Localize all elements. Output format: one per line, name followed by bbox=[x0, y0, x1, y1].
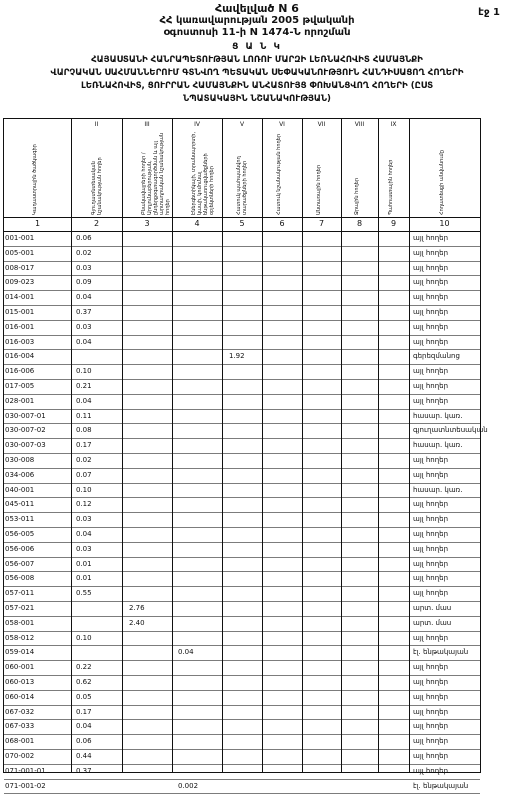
area-value: 0.06 bbox=[76, 737, 92, 746]
annex-title: Հավելված N 6 bbox=[215, 2, 299, 15]
cadastral-code: 016-001 bbox=[5, 322, 35, 331]
area-value: 0.01 bbox=[76, 559, 92, 568]
heading-line-2: ՎԱՐՉԱԿԱՆ ՍԱՀՄԱՆՆԵՐՈՒՄ ԳՏՆՎՈՂ ՊԵՏԱԿԱՆ ՍԵՓԱԿԱՆՈՒԹՅՈՒՆ ՀԱՆԴԻՍԱՑՈՂ ՀՈՂԵՐԻ bbox=[50, 68, 464, 78]
land-type-name: այլ հողեր bbox=[413, 248, 449, 257]
column-number: 8 bbox=[356, 219, 363, 228]
area-value: 0.55 bbox=[76, 589, 92, 598]
area-value: 0.01 bbox=[76, 574, 92, 583]
roman-col-label: II bbox=[94, 121, 99, 128]
row-rule bbox=[4, 571, 480, 572]
land-type-name: այլ հողեր bbox=[413, 367, 449, 376]
land-type-name: այլ հողեր bbox=[413, 722, 449, 731]
area-value: 1.92 bbox=[229, 352, 245, 361]
cadastral-code: 060-013 bbox=[5, 678, 35, 686]
row-rule bbox=[4, 705, 480, 706]
area-value: 0.03 bbox=[76, 322, 92, 331]
heading-line-3: ԼԵՌՆԱՀՈՎԻՏ, ՑՈՒՐՐԱՆ ՀԱՄԱՅՆՔԻՆ ԱՆՀԱՏՈՒՅՑ ՓՈԽԱՆՑՎՈՂ ՀՈՂԵՐԻ (ԸՍՏ bbox=[80, 81, 434, 91]
land-type-name: էլ. ենթակայան bbox=[413, 648, 469, 657]
land-type-name: հասար. կառ. bbox=[413, 485, 463, 494]
cadastral-code: 040-001 bbox=[5, 485, 35, 494]
land-type-name: այլ հողեր bbox=[413, 500, 449, 509]
land-type-name: այլ հողեր bbox=[413, 559, 449, 568]
cadastral-code: 034-006 bbox=[5, 470, 35, 479]
land-type-name: այլ հողեր bbox=[413, 470, 449, 479]
column-number: 2 bbox=[93, 219, 100, 228]
annex-subtitle-2: օգոստոսի 11-ի N 1474-Ն որոշման bbox=[163, 27, 351, 38]
area-value: 0.12 bbox=[76, 500, 92, 509]
cadastral-code: 058-012 bbox=[5, 633, 35, 642]
row-rule bbox=[4, 246, 480, 247]
area-value: 0.04 bbox=[76, 337, 92, 346]
area-value: 0.06 bbox=[76, 234, 92, 242]
cadastral-code: 030-007-02 bbox=[5, 426, 46, 435]
row-rule bbox=[4, 364, 480, 365]
area-value: 0.10 bbox=[76, 633, 92, 642]
area-value: 0.04 bbox=[76, 722, 92, 731]
area-value: 2.40 bbox=[129, 618, 145, 627]
land-type-name: այլ հողեր bbox=[413, 530, 449, 538]
roman-col-label: IV bbox=[194, 121, 200, 128]
land-type-name: այլ հողեր bbox=[413, 293, 449, 302]
area-value: 0.002 bbox=[178, 781, 199, 790]
cadastral-code: 056-007 bbox=[5, 559, 35, 568]
land-type-name: այլ հողեր bbox=[413, 322, 449, 331]
land-type-name: այլ հողեր bbox=[413, 678, 449, 686]
area-value: 0.04 bbox=[178, 648, 194, 657]
area-value: 0.07 bbox=[76, 470, 92, 479]
land-type-name: այլ հողեր bbox=[413, 633, 449, 642]
cadastral-code: 016-004 bbox=[5, 352, 35, 361]
row-rule bbox=[4, 305, 480, 306]
cadastral-code: 030-008 bbox=[5, 456, 35, 464]
cadastral-code: 056-008 bbox=[5, 574, 35, 583]
area-value: 0.62 bbox=[76, 678, 92, 686]
land-type-name: արտ. մաս bbox=[413, 618, 452, 627]
cadastral-code: 057-011 bbox=[5, 589, 35, 598]
area-value: 0.11 bbox=[76, 411, 92, 420]
row-rule bbox=[4, 394, 480, 395]
area-value: 0.37 bbox=[76, 308, 92, 316]
row-rule bbox=[4, 335, 480, 336]
land-table bbox=[3, 118, 488, 790]
area-value: 0.44 bbox=[76, 752, 92, 760]
land-type-name: այլ հողեր bbox=[413, 263, 449, 272]
land-type-name: այլ հողեր bbox=[413, 278, 449, 287]
land-type-name: այլ հողեր bbox=[413, 707, 449, 716]
row-rule bbox=[4, 290, 480, 291]
cadastral-code: 067-033 bbox=[5, 722, 35, 731]
row-rule bbox=[4, 497, 480, 498]
row-rule bbox=[4, 423, 480, 424]
header-rule bbox=[4, 217, 480, 218]
column-header: Բնակավայրերի հողեր / Արդյունաբերության, ընդերքօգտագործման և այլ արտադրական նշանակության հողեր bbox=[141, 132, 171, 215]
row-rule bbox=[4, 601, 480, 602]
cadastral-code: 045-011 bbox=[5, 500, 35, 509]
area-value: 0.17 bbox=[76, 441, 92, 450]
cadastral-code: 014-001 bbox=[5, 293, 35, 302]
column-number: 6 bbox=[279, 219, 285, 228]
cadastral-code: 015-001 bbox=[5, 308, 35, 316]
cadastral-code: 060-014 bbox=[5, 692, 35, 701]
column-number: 9 bbox=[390, 219, 397, 228]
column-header: Գյուղատնտեսական նշանակության հողեր bbox=[90, 157, 103, 215]
page-number: էջ 1 bbox=[478, 7, 500, 18]
area-value: 0.10 bbox=[76, 485, 92, 494]
column-header: Հատուկ պահպանվող տարածքների հողեր bbox=[236, 156, 248, 215]
column-header: Հատուկ նշանակության հողեր bbox=[276, 133, 282, 215]
heading-line-4: ՆՊԱՏԱԿԱՅԻՆ ՆՇԱՆԱԿՈՒԹՅԱՆ) bbox=[183, 94, 331, 104]
row-rule bbox=[4, 764, 480, 765]
land-type-name: հասար. կառ. bbox=[413, 411, 463, 420]
column-number: 4 bbox=[194, 219, 200, 228]
area-value: 0.09 bbox=[76, 278, 92, 287]
cadastral-code: 059-014 bbox=[5, 648, 35, 657]
row-rule bbox=[4, 542, 480, 543]
cadastral-code: 056-006 bbox=[5, 544, 35, 553]
roman-col-label: VIII bbox=[354, 121, 365, 128]
heading-line-1: ՀԱՅԱՍՏԱՆԻ ՀԱՆՐԱՊԵՏՈՒԹՅԱՆ ԼՈՌՈՒ ՄԱՐԶԻ ԼԵՌՆԱՀՈՎԻՏ ՀԱՄԱՅՆՔԻ bbox=[91, 55, 423, 65]
row-rule bbox=[4, 453, 480, 454]
land-type-name: այլ հողեր bbox=[413, 752, 449, 760]
row-rule bbox=[4, 645, 480, 646]
land-type-name: այլ հողեր bbox=[413, 692, 449, 701]
column-number: 10 bbox=[439, 219, 450, 228]
cadastral-code: 070-002 bbox=[5, 752, 35, 760]
row-rule bbox=[4, 409, 480, 410]
row-rule bbox=[4, 275, 480, 276]
cadastral-code: 009-023 bbox=[5, 278, 35, 287]
row-rule bbox=[4, 349, 480, 350]
land-type-name: այլ հողեր bbox=[413, 574, 449, 583]
land-type-name: այլ հողեր bbox=[413, 766, 449, 775]
land-type-name: այլ հողեր bbox=[413, 308, 449, 316]
cadastral-code: 017-005 bbox=[5, 382, 35, 390]
row-rule bbox=[4, 616, 480, 617]
column-number: 7 bbox=[318, 219, 325, 228]
area-value: 0.02 bbox=[76, 456, 92, 464]
land-type-name: այլ հողեր bbox=[413, 337, 449, 346]
area-value: 0.10 bbox=[76, 367, 92, 376]
area-value: 0.03 bbox=[76, 263, 92, 272]
area-value: 0.04 bbox=[76, 530, 92, 538]
cadastral-code: 028-001 bbox=[5, 396, 35, 405]
cadastral-code: 068-001 bbox=[5, 737, 35, 746]
area-value: 2.76 bbox=[129, 604, 145, 612]
row-rule bbox=[4, 320, 480, 321]
row-rule bbox=[4, 557, 480, 558]
land-type-name: այլ հողեր bbox=[413, 544, 449, 553]
row-rule bbox=[4, 631, 480, 632]
column-number: 3 bbox=[144, 219, 150, 228]
area-value: 0.03 bbox=[76, 515, 92, 524]
row-rule bbox=[4, 690, 480, 691]
column-header: Կադաստրային ծածկագիր bbox=[31, 144, 38, 215]
area-value: 0.17 bbox=[76, 707, 92, 716]
land-type-name: գերեզմանոց bbox=[413, 352, 460, 361]
column-number: 5 bbox=[239, 219, 245, 228]
cadastral-code: 030-007-01 bbox=[5, 411, 46, 420]
land-type-name: այլ հողեր bbox=[413, 589, 449, 598]
land-type-name: այլ հողեր bbox=[413, 515, 449, 524]
area-value: 0.37 bbox=[76, 766, 92, 775]
area-value: 0.04 bbox=[76, 293, 92, 302]
cadastral-code: 016-006 bbox=[5, 367, 35, 376]
roman-col-label: VII bbox=[317, 121, 326, 128]
row-rule bbox=[4, 261, 480, 262]
column-header: Հողատեսքի անվանումը bbox=[438, 150, 445, 215]
area-value: 0.04 bbox=[76, 396, 92, 405]
land-type-name: այլ հողեր bbox=[413, 737, 449, 746]
cadastral-code: 001-001 bbox=[5, 234, 35, 242]
column-header: Էներգետիկայի, տրանսպորտի, կապի, կոմունալ ենթակառուցվածքների օբյեկտների հողեր bbox=[191, 131, 215, 215]
row-rule bbox=[4, 527, 480, 528]
roman-col-label: V bbox=[239, 121, 245, 128]
land-type-name: այլ հողեր bbox=[413, 396, 449, 405]
cadastral-code: 030-007-03 bbox=[5, 441, 46, 450]
cadastral-code: 071-001-01 bbox=[5, 766, 46, 775]
column-header: Անտառային հողեր bbox=[315, 165, 322, 215]
row-rule bbox=[4, 675, 480, 676]
roman-col-label: III bbox=[144, 121, 150, 128]
area-value: 0.02 bbox=[76, 248, 92, 257]
annex-subtitle-1: ՀՀ կառավարության 2005 թվականի bbox=[159, 15, 355, 26]
row-rule bbox=[4, 660, 480, 661]
row-rule bbox=[4, 749, 480, 750]
header-rule bbox=[4, 231, 480, 232]
row-rule bbox=[4, 512, 480, 513]
roman-col-label: IX bbox=[390, 121, 397, 128]
row-rule bbox=[4, 438, 480, 439]
area-value: 0.05 bbox=[76, 692, 92, 701]
area-value: 0.08 bbox=[76, 426, 92, 435]
land-type-name: արտ. մաս bbox=[413, 604, 452, 612]
column-header: Պահուստային հողեր bbox=[387, 159, 394, 215]
document-title: Ց Ա Ն Կ bbox=[232, 42, 282, 52]
row-rule bbox=[4, 734, 480, 735]
row-rule bbox=[4, 719, 480, 720]
cadastral-code: 005-001 bbox=[5, 248, 35, 257]
area-value: 0.03 bbox=[76, 544, 92, 553]
cadastral-code: 008-017 bbox=[5, 263, 35, 272]
roman-col-label: VI bbox=[279, 121, 285, 128]
cadastral-code: 067-032 bbox=[5, 707, 35, 716]
cadastral-code: 057-021 bbox=[5, 604, 35, 612]
land-type-name: գյուղատնտեսական bbox=[413, 426, 488, 435]
row-rule bbox=[4, 379, 480, 380]
cadastral-code: 058-001 bbox=[5, 618, 35, 627]
area-value: 0.22 bbox=[76, 663, 92, 672]
cadastral-code: 016-003 bbox=[5, 337, 35, 346]
land-type-name: այլ հողեր bbox=[413, 663, 449, 672]
land-type-name: հասար. կառ. bbox=[413, 441, 463, 450]
row-rule bbox=[4, 483, 480, 484]
cadastral-code: 060-001 bbox=[5, 663, 35, 672]
row-rule bbox=[4, 468, 480, 469]
area-value: 0.21 bbox=[76, 382, 92, 390]
column-number: 1 bbox=[34, 219, 41, 228]
land-type-name: այլ հողեր bbox=[413, 456, 449, 464]
cadastral-code: 056-005 bbox=[5, 530, 35, 538]
land-type-name: էլ. ենթակայան bbox=[413, 781, 469, 790]
land-type-name: այլ հողեր bbox=[413, 234, 449, 242]
cadastral-code: 071-001-02 bbox=[5, 781, 46, 790]
land-type-name: այլ հողեր bbox=[413, 382, 449, 390]
column-header: Ջրային հողեր bbox=[353, 177, 360, 215]
cadastral-code: 053-011 bbox=[5, 515, 35, 524]
row-rule bbox=[4, 586, 480, 587]
